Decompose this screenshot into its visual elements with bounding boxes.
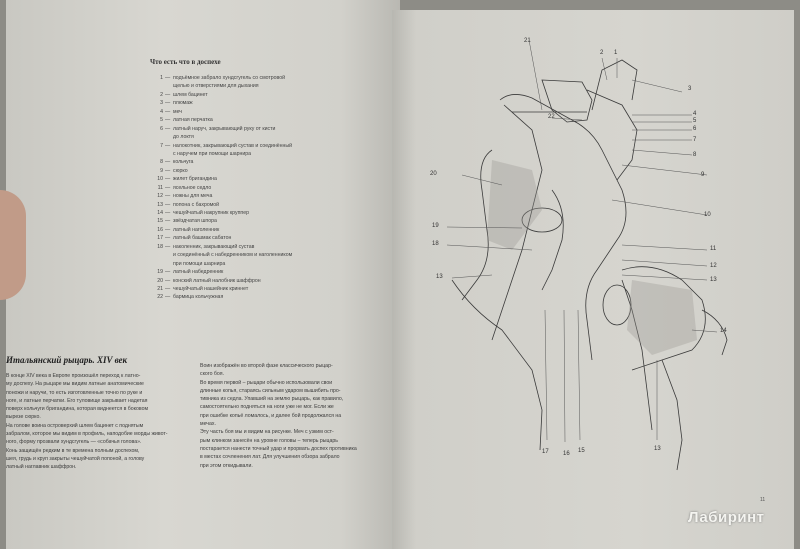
legend-item bbox=[145, 251, 395, 259]
callout-14: 14 bbox=[720, 328, 727, 334]
legend-item bbox=[145, 175, 395, 183]
legend-item bbox=[145, 192, 395, 200]
text-line: самостоятельно подняться на ноги уже не мог. Если же bbox=[200, 404, 334, 411]
text-line: постарается нанести точный удар и прорвать доспех противника bbox=[200, 445, 357, 452]
legend-text: чешуйчатый нашейник криннет bbox=[173, 285, 249, 292]
callout-13-right: 13 bbox=[710, 277, 717, 283]
callout-10: 10 bbox=[704, 212, 711, 218]
legend-text: бармица кольчужная bbox=[173, 294, 224, 301]
text-line: ноге, и латные перчатки. Его туловище закрывает надетая bbox=[6, 397, 148, 404]
callout-5: 5 bbox=[693, 118, 697, 124]
legend-item bbox=[145, 150, 395, 158]
thumb bbox=[0, 190, 26, 300]
text-line: поножи и наручи, то есть изготовленные точно по руке и bbox=[6, 389, 143, 396]
legend-dash: — bbox=[165, 294, 171, 301]
legend-dash: — bbox=[165, 108, 171, 115]
callout-18: 18 bbox=[432, 241, 439, 247]
callout-20: 20 bbox=[430, 171, 437, 177]
legend-number: 7 bbox=[160, 142, 163, 149]
legend-dash: — bbox=[165, 210, 171, 216]
legend-dash: — bbox=[165, 243, 171, 250]
labirint-watermark: Лабиринт bbox=[688, 509, 765, 526]
mail-shading bbox=[487, 160, 697, 355]
legend-text: и соединённый с набедренником и наголенником bbox=[173, 252, 293, 259]
legend-number: 17 bbox=[157, 235, 163, 242]
legend-text: кольчуга bbox=[173, 159, 194, 166]
legend-number: 1 bbox=[160, 75, 163, 81]
text-line: ского боя. bbox=[200, 371, 225, 378]
legend-number: 14 bbox=[157, 210, 163, 216]
legend-text: ясельное седло bbox=[173, 184, 212, 191]
legend-text: до локтя bbox=[173, 134, 194, 141]
text-line: В конце XIV века в Европе произошёл переход к латно- bbox=[6, 373, 141, 379]
legend-text: попона с бахромой bbox=[173, 201, 220, 208]
text-line: длинные копья, стараясь сильным ударом вышибить про- bbox=[200, 387, 341, 394]
legend-item bbox=[145, 125, 395, 133]
legend-text: чешуйчатый накрупник круппер bbox=[173, 210, 249, 216]
legend-dash: — bbox=[165, 269, 171, 276]
section-title: Итальянский рыцарь. XIV век bbox=[6, 355, 128, 365]
callout-22: 22 bbox=[548, 114, 555, 120]
legend-dash: — bbox=[165, 142, 171, 149]
callout-7: 7 bbox=[693, 137, 697, 143]
legend-number: 13 bbox=[157, 201, 163, 208]
legend-text: звёздчатая шпора bbox=[173, 218, 217, 225]
legend-text: при помощи шарнира bbox=[173, 260, 226, 267]
legend-item bbox=[145, 91, 395, 99]
legend-number: 12 bbox=[157, 193, 163, 200]
legend-item bbox=[145, 234, 395, 242]
legend-text: жилет бригандина bbox=[173, 176, 217, 183]
legend-dash: — bbox=[165, 159, 171, 166]
callout-12: 12 bbox=[710, 263, 717, 269]
callout-17: 17 bbox=[542, 449, 549, 455]
legend-item bbox=[145, 217, 395, 225]
callout-13-left: 13 bbox=[436, 274, 443, 280]
callout-3: 3 bbox=[688, 86, 692, 92]
callout-1: 1 bbox=[614, 50, 618, 56]
legend-item bbox=[145, 74, 395, 82]
legend-dash: — bbox=[165, 193, 171, 200]
legend-text: налокотник, закрывающий сустав и соединённый bbox=[173, 142, 293, 149]
text-line: вырезе сюрко. bbox=[6, 414, 41, 421]
text-line: при этом откидывали. bbox=[200, 462, 253, 469]
text-line: Конь защищён редким в те времена полным доспехом, bbox=[6, 447, 140, 454]
text-line: при ошибке копьё ломалось, и далее бой продолжался на bbox=[200, 412, 342, 419]
legend-text: латный наголенник bbox=[173, 226, 220, 233]
legend-item bbox=[145, 260, 395, 268]
legend-text: наколенник, закрывающий сустав bbox=[173, 243, 255, 250]
text-line: му доспеху. На рыцаре мы видим латные анатомические bbox=[6, 381, 144, 388]
callout-19: 19 bbox=[432, 223, 439, 229]
legend-item bbox=[145, 293, 395, 301]
text-line: латный наглавник шаффрон. bbox=[6, 464, 77, 471]
legend-dash: — bbox=[165, 184, 171, 191]
legend-dash: — bbox=[165, 117, 171, 124]
legend-dash: — bbox=[165, 201, 171, 208]
legend-dash: — bbox=[165, 100, 171, 107]
callout-4: 4 bbox=[693, 111, 697, 117]
callout-13-bottom: 13 bbox=[654, 446, 661, 452]
legend-number: 3 bbox=[160, 100, 163, 107]
legend-item bbox=[145, 184, 395, 192]
legend-text: латный башмак сабатон bbox=[173, 235, 232, 242]
legend-number: 2 bbox=[160, 91, 163, 98]
legend-item bbox=[145, 277, 395, 285]
legend-dash: — bbox=[165, 218, 171, 225]
legend-dash: — bbox=[165, 125, 171, 132]
right-paragraph bbox=[200, 362, 385, 470]
callout-9: 9 bbox=[701, 172, 705, 178]
callout-2: 2 bbox=[600, 50, 604, 56]
callout-21: 21 bbox=[524, 38, 531, 44]
text-line: рым клинком занесён на уровне головы – теперь рыцарь bbox=[200, 437, 338, 444]
legend-item bbox=[145, 158, 395, 166]
legend-number: 20 bbox=[157, 277, 163, 284]
text-line: тивника из седла. Упавший на землю рыцарь, как правило, bbox=[200, 396, 344, 403]
text-line: На голове воина островерхий шлем бацинет с поднятым bbox=[6, 422, 144, 429]
legend-number: 6 bbox=[160, 125, 163, 132]
text-line: забралом, которое мы видим в профиль, наподобие морды живот- bbox=[6, 431, 168, 438]
leader-lines bbox=[447, 40, 717, 442]
legend-dash: — bbox=[165, 176, 171, 183]
callout-6: 6 bbox=[693, 126, 697, 132]
page-number: 11 bbox=[760, 497, 766, 503]
knight-illustration bbox=[392, 10, 794, 490]
legend-text: щелью и отверстиями для дыхания bbox=[173, 83, 259, 90]
legend-number: 11 bbox=[157, 184, 163, 191]
legend-item bbox=[145, 142, 395, 150]
legend-number: 10 bbox=[157, 176, 163, 183]
legend-item bbox=[145, 167, 395, 175]
legend-item bbox=[145, 82, 395, 90]
legend-text: шлем бацинет bbox=[173, 91, 208, 98]
text-line: Эту часть боя мы и видим на рисунке. Меч с узким ост- bbox=[200, 429, 334, 436]
legend-number: 21 bbox=[157, 285, 163, 292]
text-line: в местах сочленения лат. Для улучшения обзора забрало bbox=[200, 454, 340, 461]
legend-number: 16 bbox=[157, 226, 163, 233]
legend-item bbox=[145, 108, 395, 116]
legend-item bbox=[145, 268, 395, 276]
legend-dash: — bbox=[165, 277, 171, 284]
legend-text: латный наруч, закрывающий руку от кисти bbox=[173, 125, 276, 132]
legend-dash: — bbox=[165, 235, 171, 242]
legend-item bbox=[145, 201, 395, 209]
legend-item bbox=[145, 243, 395, 251]
legend-text: плюмаж bbox=[173, 100, 193, 107]
text-line: ного, форму прозвали хундсгугель — «собачья голова». bbox=[6, 439, 142, 446]
legend-text: подъёмное забрало хундсгугель со смотровой bbox=[173, 75, 286, 81]
legend-dash: — bbox=[165, 226, 171, 233]
callout-11: 11 bbox=[710, 246, 717, 252]
legend-text: с наручем при помощи шарнира bbox=[173, 150, 252, 157]
callout-15: 15 bbox=[578, 448, 585, 454]
legend-number: 9 bbox=[160, 167, 163, 174]
legend-item bbox=[145, 133, 395, 141]
legend-item bbox=[145, 209, 395, 217]
legend-number: 4 bbox=[160, 108, 163, 115]
text-line: Во время первой – рыцари обычно использовали свои bbox=[200, 379, 333, 386]
legend-item bbox=[145, 285, 395, 293]
legend-text: латный набедренник bbox=[173, 269, 224, 276]
legend-item bbox=[145, 116, 395, 124]
text-line: Воин изображён во второй фазе классического рыцар- bbox=[200, 363, 333, 369]
armor-legend bbox=[145, 74, 395, 302]
legend-item bbox=[145, 226, 395, 234]
text-line: поверх кольчуги бригандина, которая виднеется в боковом bbox=[6, 406, 149, 413]
legend-number: 22 bbox=[157, 294, 163, 301]
legend-text: ножны для меча bbox=[173, 193, 213, 200]
legend-text: меч bbox=[173, 108, 182, 115]
legend-number: 19 bbox=[157, 269, 163, 276]
legend-text: сюрко bbox=[173, 167, 188, 174]
knight-drawing bbox=[452, 60, 727, 470]
legend-text: латная перчатка bbox=[173, 117, 213, 124]
legend-title: Что есть что в доспехе bbox=[150, 58, 221, 66]
left-paragraph bbox=[6, 372, 186, 472]
legend-dash: — bbox=[165, 167, 171, 174]
legend-number: 18 bbox=[157, 243, 163, 250]
legend-dash: — bbox=[165, 285, 171, 292]
callout-16: 16 bbox=[563, 451, 570, 457]
legend-dash: — bbox=[165, 75, 171, 81]
legend-item bbox=[145, 99, 395, 107]
legend-number: 15 bbox=[157, 218, 163, 225]
callout-8: 8 bbox=[693, 152, 697, 158]
legend-number: 5 bbox=[160, 117, 163, 124]
text-line: мечах. bbox=[200, 421, 216, 428]
legend-number: 8 bbox=[160, 159, 163, 166]
legend-text: конский латный налобник шаффрон bbox=[173, 277, 261, 284]
legend-dash: — bbox=[165, 91, 171, 98]
text-line: шея, грудь и круп закрыты чешуйчатой попоной, а голову bbox=[6, 455, 145, 462]
